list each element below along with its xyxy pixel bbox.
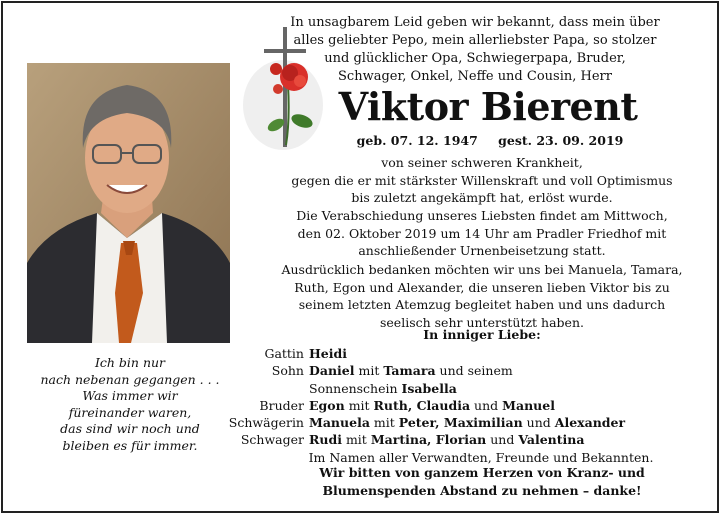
mourner-names: Sonnenschein Isabella bbox=[309, 380, 457, 396]
intro-line: alles geliebter Pepo, mein allerliebster Papa, so stolzer bbox=[293, 33, 657, 48]
mourner-role: Bruder bbox=[259, 397, 304, 413]
paragraph-line: von seiner schweren Krankheit, bbox=[381, 155, 583, 170]
paragraph-line: bis zuletzt angekämpft hat, erlöst wurde. bbox=[351, 190, 613, 205]
paragraph-line: Ruth, Egon und Alexander, die unseren lieben Viktor bis zu bbox=[294, 279, 670, 295]
quote-line: Was immer wir bbox=[82, 388, 178, 403]
mourner-row-schwager bbox=[0, 431, 720, 448]
life-dates bbox=[320, 133, 660, 148]
paragraph-line: den 02. Oktober 2019 um 14 Uhr am Pradler Friedhof mit bbox=[297, 225, 667, 241]
intro-line: und glücklicher Opa, Schwiegerpapa, Bruder, bbox=[324, 51, 626, 66]
quote-line: Ich bin nur bbox=[94, 355, 166, 370]
mourner-role: Sohn bbox=[271, 363, 304, 379]
paragraph-line: seinem letzten Atemzug begleitet haben und uns dadurch bbox=[298, 297, 666, 312]
paragraph-line: Die Verabschiedung unseres Liebsten findet am Mittwoch, bbox=[296, 208, 668, 223]
mourners-list bbox=[0, 345, 720, 466]
birth-date: geb. 07. 12. 1947 bbox=[356, 133, 478, 148]
quote-line: füreinander waren, bbox=[68, 404, 192, 420]
closing-line: Blumenspenden Abstand zu nehmen – danke! bbox=[322, 483, 642, 498]
paragraph-line: gegen die er mit stärkster Willenskraft und voll Optimismus bbox=[291, 172, 673, 188]
closing-request bbox=[262, 464, 702, 500]
paragraph-line: seelisch sehr unterstützt haben. bbox=[380, 314, 584, 330]
intro-line: In unsagbarem Leid geben wir bekannt, dass mein über bbox=[290, 15, 660, 30]
mourner-row-sohn-cont bbox=[0, 380, 720, 397]
portrait-photo bbox=[27, 63, 230, 343]
quote-line: das sind wir noch und bbox=[60, 421, 200, 436]
thanks-paragraph bbox=[262, 261, 702, 331]
mourner-names: Rudi mit Martina, Florian und Valentina bbox=[309, 432, 585, 448]
illness-paragraph bbox=[262, 154, 702, 207]
mourner-names: Daniel mit Tamara und seinem bbox=[309, 363, 513, 379]
mourner-names: Heidi bbox=[309, 346, 348, 361]
love-heading: In inniger Liebe: bbox=[423, 327, 541, 342]
quote-line: bleiben es für immer. bbox=[62, 437, 198, 453]
relatives-line: Im Namen aller Verwandten, Freunde und Bekannten. bbox=[308, 449, 654, 465]
quote-line: nach nebenan gegangen . . . bbox=[40, 371, 220, 387]
intro-line: Schwager, Onkel, Neffe und Cousin, Herr bbox=[338, 69, 612, 84]
closing-line: Wir bitten von ganzem Herzen von Kranz- und bbox=[319, 465, 645, 480]
death-date: gest. 23. 09. 2019 bbox=[498, 133, 624, 148]
mourner-role: Gattin bbox=[264, 346, 304, 361]
mourner-role: Schwager bbox=[240, 432, 304, 448]
mourner-row-sohn bbox=[0, 362, 720, 379]
paragraph-line: Ausdrücklich bedanken möchten wir uns bei Manuela, Tamara, bbox=[281, 262, 683, 277]
paragraph-line: anschließender Urnenbeisetzung statt. bbox=[358, 243, 606, 258]
mourner-names: Egon mit Ruth, Claudia und Manuel bbox=[309, 397, 555, 413]
deceased-name: Viktor Bierent bbox=[338, 84, 638, 129]
funeral-paragraph bbox=[262, 207, 702, 260]
mourner-row-bruder bbox=[0, 397, 720, 414]
mourner-row-schwaegerin bbox=[0, 414, 720, 431]
mourner-row-gattin bbox=[0, 345, 720, 362]
mourner-role: Schwägerin bbox=[228, 415, 304, 431]
mourner-names: Manuela mit Peter, Maximilian und Alexander bbox=[309, 415, 626, 431]
